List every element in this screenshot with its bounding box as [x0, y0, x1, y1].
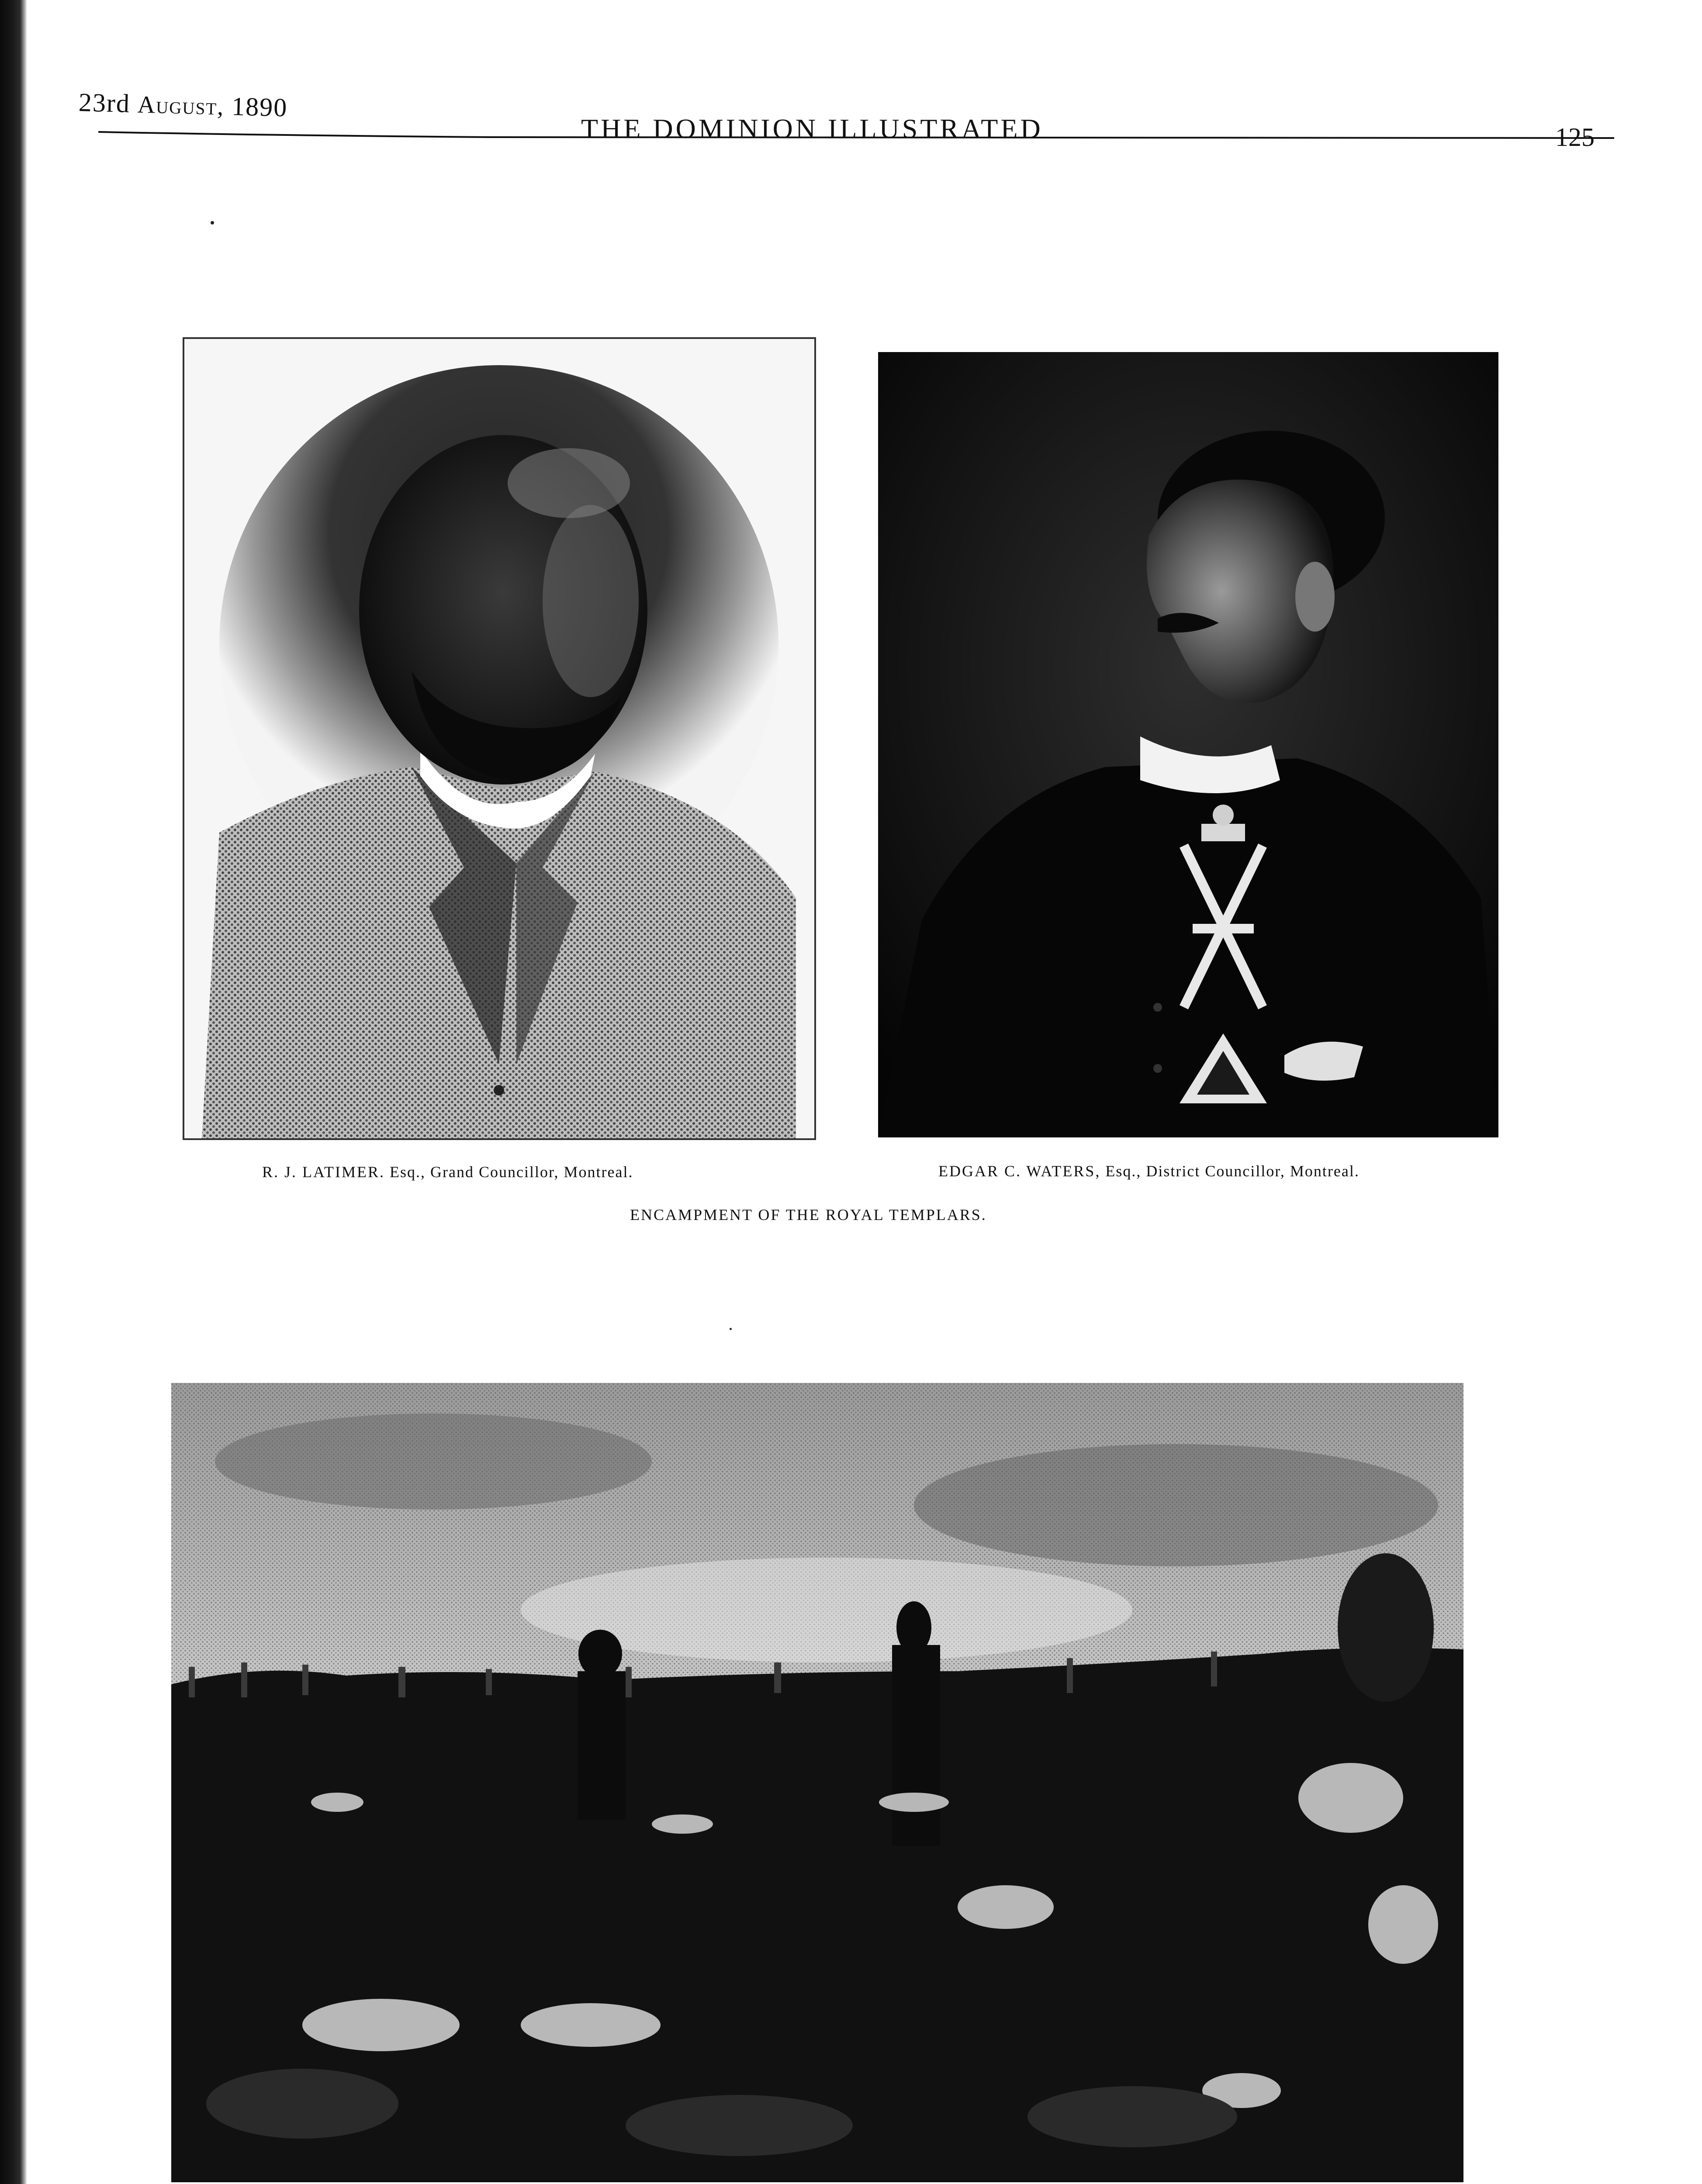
portrait-waters	[878, 352, 1498, 1137]
photo-field-sports	[171, 1383, 1463, 2182]
issue-date	[78, 87, 288, 123]
header-rule	[98, 131, 1614, 140]
caption-latimer	[262, 1163, 633, 1181]
date-year: 1890	[231, 92, 288, 122]
ink-speck	[730, 1328, 732, 1330]
caption-waters-name: EDGAR C. WATERS,	[938, 1162, 1101, 1180]
caption-latimer-name: R. J. LATIMER.	[262, 1163, 385, 1181]
date-month: August,	[137, 91, 225, 121]
ink-speck	[211, 221, 214, 225]
caption-royal-templars: ENCAMPMENT OF THE ROYAL TEMPLARS.	[630, 1206, 987, 1223]
caption-latimer-title: Esq., Grand Councillor, Montreal.	[385, 1163, 633, 1181]
publication-title: THE DOMINION ILLUSTRATED	[581, 113, 1043, 144]
page-binding-shadow	[0, 0, 27, 2184]
page-number: 125	[1555, 123, 1595, 152]
date-day: 23rd	[78, 88, 131, 118]
caption-waters	[938, 1162, 1360, 1180]
caption-waters-title: Esq., District Councillor, Montreal.	[1100, 1162, 1360, 1180]
portrait-latimer	[183, 337, 816, 1140]
